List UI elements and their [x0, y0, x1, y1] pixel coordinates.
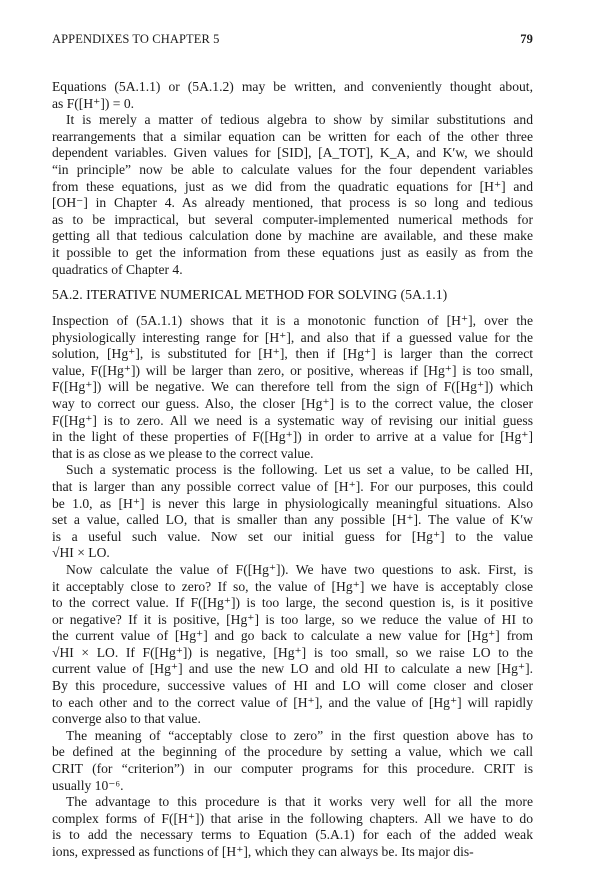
- text-line: be defined at the beginning of the procedure by setting a value, which we call: [52, 744, 533, 760]
- text-line: to each other and to the correct value of [H⁺], and the value of [Hg⁺] will rapidly: [52, 694, 533, 710]
- text-line: converge also to that value.: [52, 711, 201, 727]
- text-line: to the correct value. If F([Hg⁺]) is too large, the second question is, is it positive: [52, 595, 533, 611]
- text-line: the current value of [Hg⁺] and go back to calculate a new value for [Hg⁺] from: [52, 628, 533, 644]
- text-line: that is larger than any possible correct value of [H⁺]. For our purposes, this could: [52, 478, 533, 494]
- intro-paragraphs: [52, 79, 533, 278]
- text-line: solution, [Hg⁺], is substituted for [H⁺], then if [Hg⁺] is larger than the correct: [52, 346, 533, 362]
- text-line: √HI × LO.: [52, 545, 110, 561]
- text-line: dependent variables. Given values for [SID], [A_TOT], K_A, and K′w, we should: [52, 145, 533, 161]
- text-line: getting all that tedious calculation done by machine are available, and these make: [52, 228, 533, 244]
- text-line: that is as close as we please to the correct value.: [52, 445, 314, 461]
- text-line: or negative? If it is positive, [Hg⁺] is too large, so we reduce the value of HI to: [52, 611, 533, 627]
- text-line: set a value, called LO, that is smaller than any possible [H⁺]. The value of K′w: [52, 512, 533, 528]
- text-line: it acceptably close to zero? If so, the value of [Hg⁺] we have is acceptably close: [52, 578, 533, 594]
- text-line: from these equations, just as we did from the quadratic equations for [H⁺] and: [52, 178, 533, 194]
- text-line: It is merely a matter of tedious algebra to show by similar substitutions and: [66, 112, 533, 128]
- text-line: complex forms of F([H⁺]) that arise in the following chapters. All we have to do: [52, 810, 533, 826]
- text-line: Equations (5A.1.1) or (5A.1.2) may be written, and conveniently thought about,: [52, 79, 533, 94]
- text-line: way to correct our guess. Also, the closer [Hg⁺] is to the correct value, the closer: [52, 395, 533, 411]
- text-line: Now calculate the value of F([Hg⁺]). We have two questions to ask. First, is: [66, 561, 533, 577]
- text-line: By this procedure, successive values of HI and LO will come closer and closer: [52, 678, 533, 694]
- text-line: “in principle” now be able to calculate values for the four dependent variables: [52, 161, 533, 177]
- text-line: is a useful such value. Now set our initial guess for [Hg⁺] to the value: [52, 528, 533, 544]
- running-title: APPENDIXES TO CHAPTER 5: [52, 32, 220, 46]
- text-line: ions, expressed as functions of [H⁺], which they can always be. Its major dis-: [52, 844, 474, 859]
- text-line: value, F([Hg⁺]) will be larger than zero, or positive, whereas if [Hg⁺] is too small,: [52, 362, 533, 378]
- text-line: The meaning of “acceptably close to zero” in the first question above has to: [66, 727, 533, 743]
- running-header: [52, 32, 533, 47]
- text-line: usually 10⁻⁶.: [52, 777, 124, 793]
- text-line: Inspection of (5A.1.1) shows that it is a monotonic function of [H⁺], over the: [52, 313, 533, 328]
- text-line: Such a systematic process is the following. Let us set a value, to be called HI,: [66, 462, 533, 478]
- text-line: The advantage to this procedure is that it works very well for all the more: [66, 794, 533, 810]
- text-line: F([Hg⁺] is to zero. All we need is a systematic way of revising our initial guess: [52, 412, 533, 428]
- text-line: [OH⁻] in Chapter 4. As already mentioned, that process is so long and tedious: [52, 195, 533, 211]
- text-line: quadratics of Chapter 4.: [52, 261, 183, 277]
- page-number: 79: [520, 32, 533, 46]
- text-line: CRIT (for “criterion”) in our computer programs for this procedure. CRIT is: [52, 761, 533, 777]
- section-heading: 5A.2. ITERATIVE NUMERICAL METHOD FOR SOLVING (5A.1.1): [52, 287, 448, 302]
- text-line: is to add the necessary terms to Equation (5.A.1) for each of the added weak: [52, 827, 533, 843]
- text-line: as to be impractical, but several computer-implemented numerical methods for: [52, 211, 533, 227]
- section-body: [52, 313, 533, 861]
- text-line: as F([H⁺]) = 0.: [52, 95, 135, 111]
- text-line: current value of [Hg⁺] and use the new LO and old HI to calculate a new [Hg⁺].: [52, 661, 533, 677]
- text-line: be 1.0, as [H⁺] is never this large in physiologically meaningful situations. Also: [52, 495, 533, 511]
- text-line: rearrangements that a similar equation can be written for each of the other three: [52, 128, 533, 144]
- text-line: it possible to get the information from these equations just as easily as from the: [52, 244, 533, 260]
- text-line: physiologically interesting range for [H⁺], and also that if a guessed value for the: [52, 329, 533, 345]
- text-line: in the light of these properties of F([Hg⁺]) in order to arrive at a value for [Hg⁺]: [52, 429, 533, 445]
- text-line: F([Hg⁺]) will be negative. We can therefore tell from the sign of F([Hg⁺]) which: [52, 379, 533, 395]
- text-line: √HI × LO. If F([Hg⁺]) is negative, [Hg⁺] is too small, so we raise LO to the: [52, 644, 533, 660]
